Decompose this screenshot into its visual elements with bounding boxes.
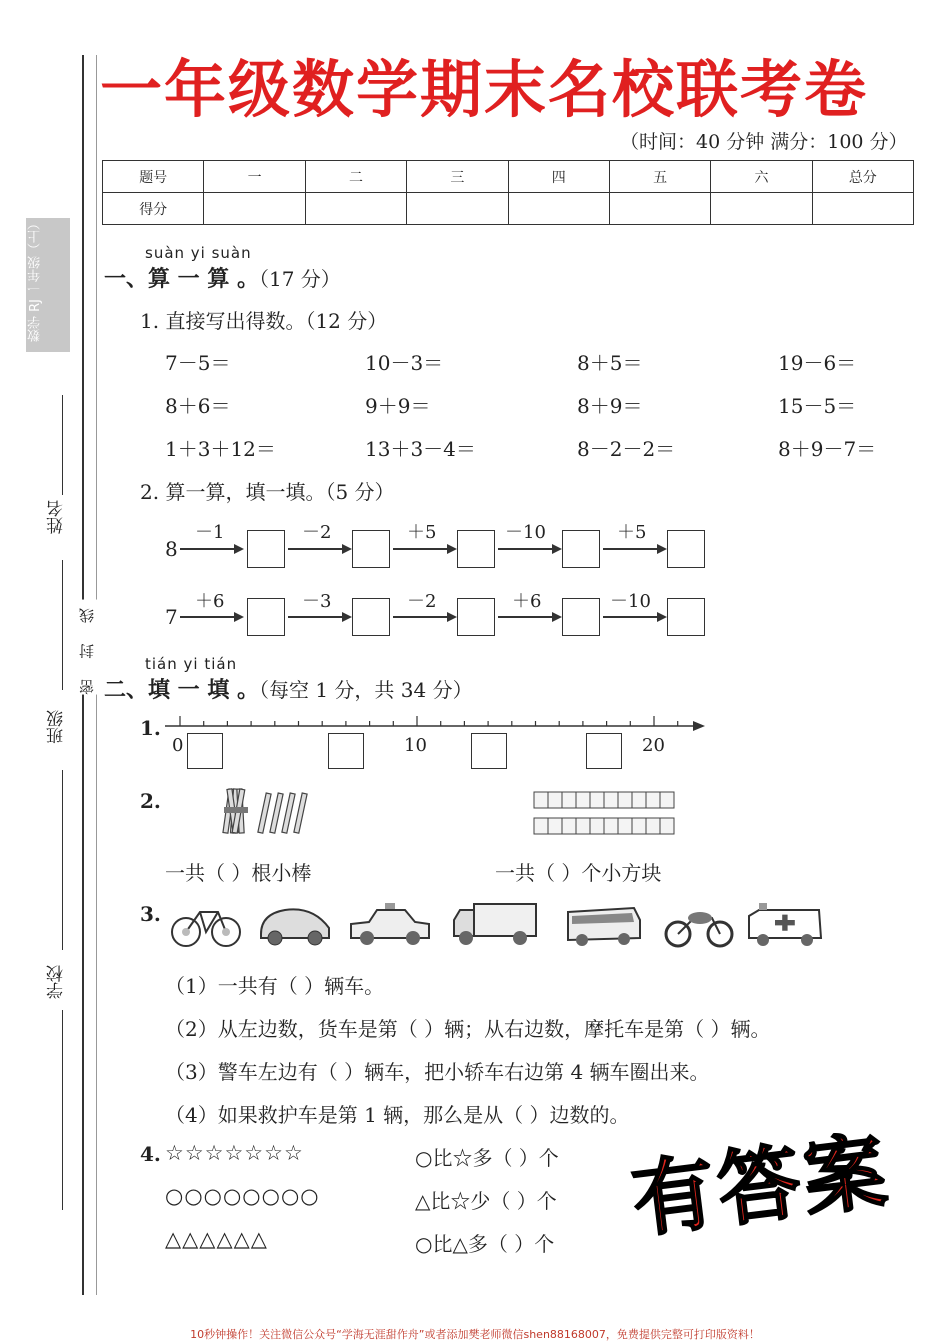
page-title: 一年级数学期末名校联考卷 <box>100 53 869 126</box>
q4-compare: ○比☆多（ ）个 <box>415 1146 559 1170</box>
chain1-op: ＋5 <box>407 522 437 543</box>
section2-pinyin: tián yi tián <box>145 655 238 673</box>
grade-tag: 数学 RJ 一年级（上） <box>26 218 70 352</box>
q3-line: （1）一共有（ ）辆车。 <box>165 974 385 998</box>
footer-note: 10秒钟操作！关注微信公众号“学海无涯甜作舟”或者添加樊老师微信shen88168007，免费提供完整可打印版资料！ <box>190 1328 760 1341</box>
name-underline <box>62 395 63 495</box>
section2-q4-number: 4. <box>140 1142 161 1166</box>
number-line-answer-box[interactable] <box>328 733 364 769</box>
q3-line: （4）如果救护车是第 1 辆，那么是从（ ）边数的。 <box>165 1103 630 1127</box>
chain1-op: －1 <box>195 522 225 543</box>
section2-title: 二、填 一 填 。 <box>104 678 259 703</box>
name-label: 姓名 <box>47 500 67 534</box>
sticks-answer-line: 一共（ ）根小棒 <box>165 861 312 885</box>
class-underline-top <box>62 560 63 690</box>
score-table-cell: 三 <box>407 161 508 193</box>
chain2-answer-box[interactable] <box>352 598 390 636</box>
equation: 8＋9－7＝ <box>778 437 877 461</box>
score-input-cell[interactable] <box>508 193 609 225</box>
score-input-cell[interactable] <box>812 193 913 225</box>
chain2-arrow-5 <box>603 616 663 618</box>
chain1-op: －2 <box>302 522 332 543</box>
section1-title: 一、算 一 算 。 <box>104 267 259 292</box>
circles-row: ○○○○○○○○ <box>165 1184 320 1208</box>
section1-points: （17 分） <box>258 267 341 291</box>
chain2-arrow-2 <box>288 616 348 618</box>
chain1-answer-box[interactable] <box>562 530 600 568</box>
chain1-arrow-2 <box>288 548 348 550</box>
block-cube <box>576 792 590 808</box>
block-cube <box>534 818 548 834</box>
block-cube <box>562 818 576 834</box>
section2-q2-number: 2. <box>140 789 161 813</box>
score-input-cell[interactable] <box>305 193 406 225</box>
q4-compare: △比☆少（ ）个 <box>415 1189 557 1213</box>
chain2-arrow-1 <box>180 616 240 618</box>
q3-line: （2）从左边数，货车是第（ ）辆；从右边数，摩托车是第（ ）辆。 <box>165 1017 771 1041</box>
equation: 19－6＝ <box>778 351 857 375</box>
number-line-answer-box[interactable] <box>471 733 507 769</box>
bicycle-icon <box>168 898 244 950</box>
equation: 9＋9＝ <box>365 394 431 418</box>
score-table-cell: 五 <box>609 161 710 193</box>
equation: 13＋3－4＝ <box>365 437 476 461</box>
seal-line-label: 密 封 线 <box>78 600 96 695</box>
block-cube <box>660 818 674 834</box>
score-table-cell: 总分 <box>812 161 913 193</box>
chain1-arrow-5 <box>603 548 663 550</box>
motorcycle-icon <box>664 900 734 950</box>
section2-heading <box>104 673 473 704</box>
score-input-cell[interactable] <box>711 193 812 225</box>
score-input-cell[interactable] <box>407 193 508 225</box>
score-table-cell: 得分 <box>103 193 204 225</box>
block-cube <box>590 792 604 808</box>
number-line <box>160 712 710 742</box>
score-table-cell: 二 <box>305 161 406 193</box>
chain1-answer-box[interactable] <box>667 530 705 568</box>
chain2-answer-box[interactable] <box>562 598 600 636</box>
chain1-op: －10 <box>505 522 546 543</box>
block-cube <box>632 818 646 834</box>
chain1-answer-box[interactable] <box>352 530 390 568</box>
block-cube <box>562 792 576 808</box>
ambulance-icon <box>745 900 825 950</box>
block-cube <box>632 792 646 808</box>
section2-q1-number: 1. <box>140 716 161 740</box>
score-table-cell: 题号 <box>103 161 204 193</box>
q4-compare: ○比△多（ ）个 <box>415 1232 555 1256</box>
section1-heading <box>104 262 341 293</box>
section2-points: （每空 1 分，共 34 分） <box>258 678 473 702</box>
answer-stamp: 有答案 <box>627 1123 896 1250</box>
blocks-icon <box>532 788 680 840</box>
school-underline <box>62 1010 63 1210</box>
chain2-op: －10 <box>610 591 651 612</box>
section1-q2: 2. 算一算，填一填。（5 分） <box>140 480 395 504</box>
block-cube <box>604 792 618 808</box>
score-table-cell: 一 <box>204 161 305 193</box>
class-label: 班级 <box>47 710 67 744</box>
number-line-label: 20 <box>642 735 665 756</box>
score-table <box>102 160 914 225</box>
section2-q3-number: 3. <box>140 902 161 926</box>
stick-bundle-icon <box>212 785 322 837</box>
equation: 10－3＝ <box>365 351 444 375</box>
score-input-cell[interactable] <box>609 193 710 225</box>
chain2-arrow-4 <box>498 616 558 618</box>
police-car-icon <box>347 900 433 950</box>
q3-line: （3）警车左边有（ ）辆车，把小轿车右边第 4 辆车圈出来。 <box>165 1060 710 1084</box>
score-table-header-row <box>103 161 914 193</box>
blocks-answer-line: 一共（ ）个小方块 <box>495 861 662 885</box>
section1-q1: 1. 直接写出得数。（12 分） <box>140 309 388 333</box>
equation: 8－2－2＝ <box>577 437 676 461</box>
chain2-arrow-3 <box>393 616 453 618</box>
chain2-start: 7 <box>165 605 178 629</box>
chain2-op: －3 <box>302 591 332 612</box>
block-cube <box>576 818 590 834</box>
equation: 15－5＝ <box>778 394 857 418</box>
block-cube <box>534 792 548 808</box>
number-line-answer-box[interactable] <box>586 733 622 769</box>
equation: 8＋9＝ <box>577 394 643 418</box>
block-cube <box>548 792 562 808</box>
truck-icon <box>450 898 540 950</box>
stars-row: ☆☆☆☆☆☆☆ <box>165 1141 304 1165</box>
school-label: 学校 <box>47 965 67 999</box>
score-table-cell: 四 <box>508 161 609 193</box>
block-cube <box>590 818 604 834</box>
equation: 8＋5＝ <box>577 351 643 375</box>
equation: 7－5＝ <box>165 351 231 375</box>
score-input-cell[interactable] <box>204 193 305 225</box>
equation: 8＋6＝ <box>165 394 231 418</box>
chain1-answer-box[interactable] <box>457 530 495 568</box>
block-cube <box>660 792 674 808</box>
equation: 1＋3＋12＝ <box>165 437 276 461</box>
block-cube <box>618 792 632 808</box>
number-line-label: 10 <box>404 735 427 756</box>
bus-icon <box>564 900 644 950</box>
chain2-answer-box[interactable] <box>247 598 285 636</box>
block-cube <box>646 792 660 808</box>
chain2-answer-box[interactable] <box>457 598 495 636</box>
chain1-arrow-1 <box>180 548 240 550</box>
chain1-op: ＋5 <box>617 522 647 543</box>
chain2-op: ＋6 <box>512 591 542 612</box>
chain1-start: 8 <box>165 537 178 561</box>
exam-meta: （时间：40 分钟 满分：100 分） <box>620 131 908 153</box>
block-cube <box>604 818 618 834</box>
chain2-op: －2 <box>407 591 437 612</box>
block-cube <box>548 818 562 834</box>
block-cube <box>646 818 660 834</box>
chain1-answer-box[interactable] <box>247 530 285 568</box>
section1-pinyin: suàn yi suàn <box>145 244 252 262</box>
score-table-cell: 六 <box>711 161 812 193</box>
small-car-icon <box>255 900 335 950</box>
number-line-label: 0 <box>172 735 184 756</box>
chain1-arrow-3 <box>393 548 453 550</box>
class-underline <box>62 770 63 950</box>
chain2-op: ＋6 <box>195 591 225 612</box>
score-table-score-row <box>103 193 914 225</box>
block-cube <box>618 818 632 834</box>
chain1-arrow-4 <box>498 548 558 550</box>
number-line-answer-box[interactable] <box>187 733 223 769</box>
chain2-answer-box[interactable] <box>667 598 705 636</box>
triangles-row: △△△△△△ <box>165 1227 268 1251</box>
